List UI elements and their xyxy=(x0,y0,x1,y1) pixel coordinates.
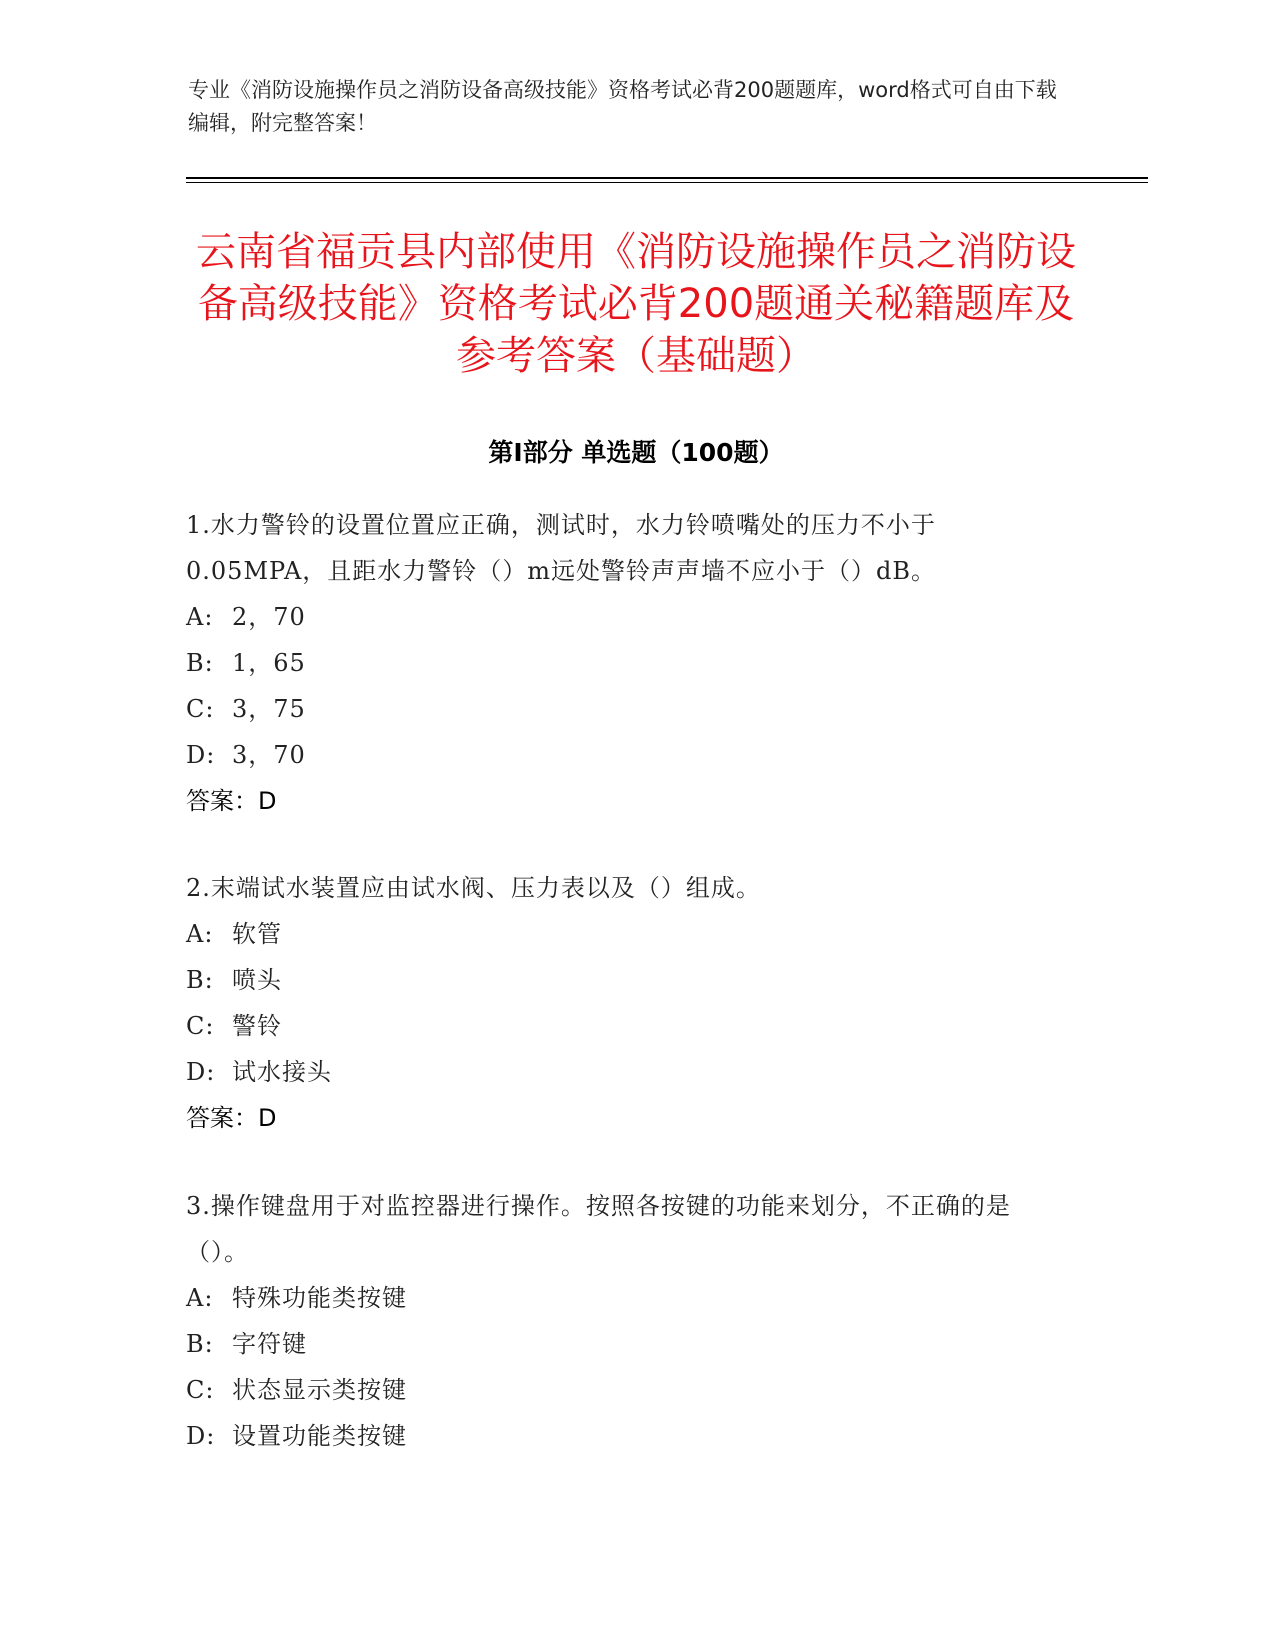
header-rule-thick xyxy=(186,177,1148,179)
question-3 xyxy=(186,1183,1066,1459)
option-d xyxy=(186,1413,1066,1459)
answer-label: 答案：D xyxy=(186,1104,277,1132)
option-b xyxy=(186,640,1066,686)
header-rule-thin xyxy=(186,182,1148,183)
option-c xyxy=(186,1003,1066,1049)
option-letter: D: xyxy=(186,741,216,769)
option-a xyxy=(186,911,1066,957)
option-d xyxy=(186,1049,1066,1095)
option-letter: C: xyxy=(186,1012,215,1040)
option-text: 2，70 xyxy=(232,603,306,631)
option-letter: C: xyxy=(186,1376,215,1404)
option-b xyxy=(186,1321,1066,1367)
option-letter: A: xyxy=(186,603,214,631)
option-letter: D: xyxy=(186,1058,216,1086)
option-text: 3，75 xyxy=(232,695,306,723)
option-text: 1，65 xyxy=(232,649,306,677)
option-text: 特殊功能类按键 xyxy=(232,1284,407,1312)
section-title: 第Ⅰ部分 单选题（100题） xyxy=(488,438,784,467)
question-2 xyxy=(186,865,1066,1141)
question-1 xyxy=(186,502,1066,824)
document-title: 云南省福贡县内部使用《消防设施操作员之消防设备高级技能》资格考试必背200题通关秘籍题库及参考答案（基础题） xyxy=(196,229,1076,379)
header-note: 专业《消防设施操作员之消防设备高级技能》资格考试必背200题题库，word格式可自由下载编辑，附完整答案！ xyxy=(188,78,1057,135)
question-stem: 1.水力警铃的设置位置应正确，测试时，水力铃喷嘴处的压力不小于0.05MPA，且距水力警铃（）m远处警铃声声墙不应小于（）dB。 xyxy=(186,511,937,585)
option-d xyxy=(186,732,1066,778)
option-text: 软管 xyxy=(232,920,282,948)
option-a xyxy=(186,1275,1066,1321)
option-text: 警铃 xyxy=(232,1012,282,1040)
option-letter: D: xyxy=(186,1422,216,1450)
option-letter: B: xyxy=(186,649,214,677)
option-letter: B: xyxy=(186,1330,214,1358)
answer-label: 答案：D xyxy=(186,787,277,815)
option-letter: A: xyxy=(186,1284,214,1312)
question-stem: 3.操作键盘用于对监控器进行操作。按照各按键的功能来划分，不正确的是（）。 xyxy=(186,1192,1011,1266)
option-text: 喷头 xyxy=(232,966,282,994)
option-letter: C: xyxy=(186,695,215,723)
option-c xyxy=(186,686,1066,732)
option-letter: A: xyxy=(186,920,214,948)
option-text: 试水接头 xyxy=(232,1058,332,1086)
question-stem: 2.末端试水装置应由试水阀、压力表以及（）组成。 xyxy=(186,874,761,902)
option-a xyxy=(186,594,1066,640)
option-text: 字符键 xyxy=(232,1330,307,1358)
option-letter: B: xyxy=(186,966,214,994)
option-text: 状态显示类按键 xyxy=(232,1376,407,1404)
option-text: 设置功能类按键 xyxy=(232,1422,407,1450)
option-b xyxy=(186,957,1066,1003)
option-text: 3，70 xyxy=(232,741,306,769)
option-c xyxy=(186,1367,1066,1413)
